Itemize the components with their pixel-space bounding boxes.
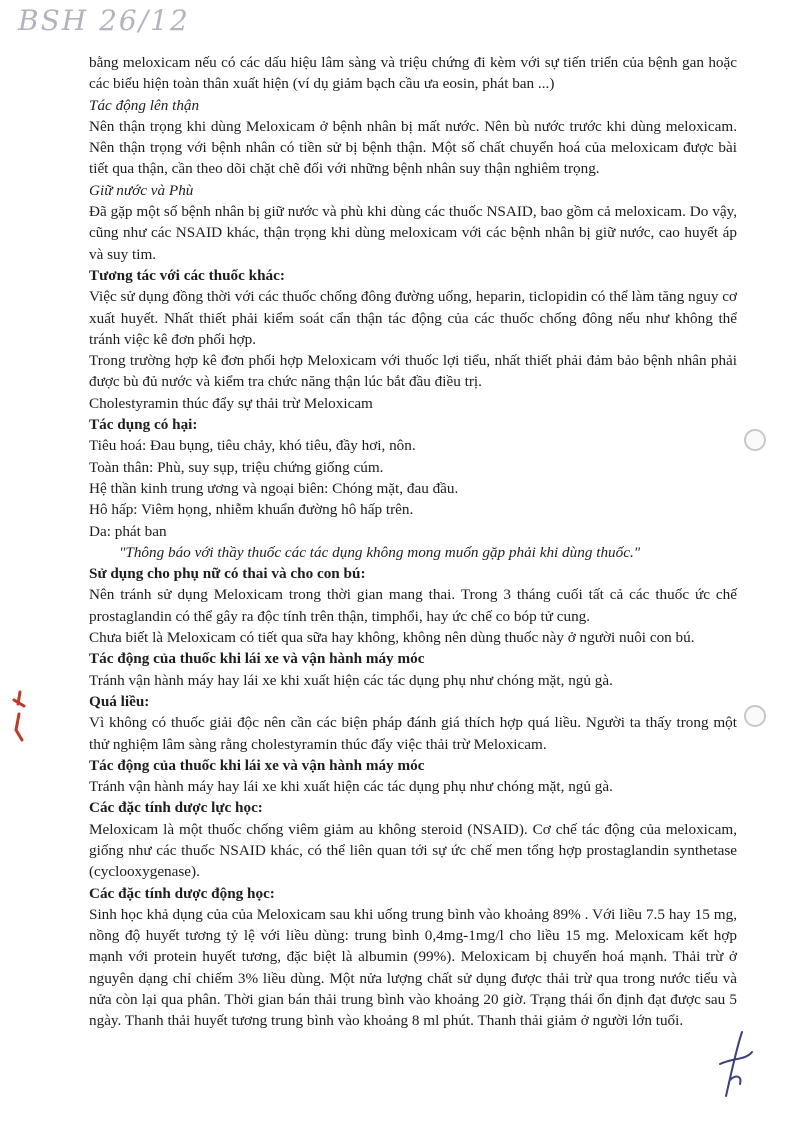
body-paragraph: Nên thận trọng khi dùng Meloxicam ở bệnh nhân bị mất nước. Nên bù nước trước khi dùng meloxicam. Nên thận trọng với bệnh nhân có tiền sử bị bệnh thận. Một số chất chuyển hoá của meloxicam được bài tiết qua thận, cần theo dõi chặt chẽ đối với những bệnh nhân suy thận nghiêm trọng.: [89, 117, 737, 178]
text-line: Cholestyramin thúc đẩy sự thải trừ Meloxicam: [89, 394, 373, 412]
text-line: Toàn thân: Phù, suy sụp, triệu chứng giống cúm.: [89, 458, 384, 476]
section-heading: Tác động của thuốc khi lái xe và vận hành máy móc: [89, 650, 425, 668]
subheading: Giữ nước và Phù: [89, 181, 194, 199]
body-paragraph: Nên tránh sử dụng Meloxicam trong thời gian mang thai. Trong 3 tháng cuối tất cả các thuốc ức chế prostaglandin có thể gây ra độc tính trên thận, timphổi, hay ức chế co bóp tử cung.: [89, 586, 737, 625]
document-body: [89, 52, 737, 1032]
section-heading: Các đặc tính dược lực học:: [89, 799, 263, 817]
text-line: Tránh vận hành máy hay lái xe khi xuất hiện các tác dụng phụ như chóng mặt, ngủ gà.: [89, 778, 613, 796]
section-heading: Tác dụng có hại:: [89, 416, 198, 434]
subheading: Tác động lên thận: [89, 96, 200, 114]
body-paragraph: Đã gặp một số bệnh nhân bị giữ nước và phù khi dùng các thuốc NSAID, bao gồm cả meloxicam. Do vậy, cũng như các NSAID khác, thận trọng khi dùng meloxicam với các bệnh nhân bị giữ nước, cao huyết áp và suy tim.: [89, 203, 737, 263]
red-ink-mark: [8, 690, 30, 750]
quote-note: "Thông báo với thầy thuốc các tác dụng không mong muốn gặp phải khi dùng thuốc.": [119, 543, 641, 561]
punch-hole-bottom: [744, 705, 766, 727]
section-heading: Tác động của thuốc khi lái xe và vận hành máy móc: [89, 756, 425, 774]
section-heading: Tương tác với các thuốc khác:: [89, 266, 285, 284]
body-paragraph: Trong trường hợp kê đơn phối hợp Meloxicam với thuốc lợi tiểu, nhất thiết phải đảm bảo bệnh nhân phải được bù đủ nước và kiểm tra chức năng thận lúc bắt đầu điều trị.: [89, 352, 737, 391]
body-paragraph: Vì không có thuốc giải độc nên cần các biện pháp đánh giá thích hợp quá liều. Người ta thấy trong một thử nghiệm lâm sàng rằng cholestyramin thúc đẩy việc thải trừ Meloxicam.: [89, 714, 737, 753]
body-paragraph: Chưa biết là Meloxicam có tiết qua sữa hay không, không nên dùng thuốc này ở người nuôi con bú.: [89, 629, 695, 647]
punch-hole-top: [744, 429, 766, 451]
text-line: Tiêu hoá: Đau bụng, tiêu chảy, khó tiêu, đầy hơi, nôn.: [89, 437, 416, 455]
handwritten-margin-note: BSH 26/12: [18, 4, 190, 37]
body-paragraph: bằng meloxicam nếu có các dấu hiệu lâm sàng và triệu chứng đi kèm với sự tiến triển của bệnh gan hoặc các biểu hiện toàn thân xuất hiện (ví dụ giảm bạch cầu ưa eosin, phát ban ...): [89, 54, 737, 93]
text-line: Hô hấp: Viêm họng, nhiễm khuẩn đường hô hấp trên.: [89, 501, 414, 519]
body-paragraph: Meloxicam là một thuốc chống viêm giảm au không steroid (NSAID). Cơ chế tác động của meloxicam, giống như các thuốc NSAID khác, có thể liên quan tới sự ức chế men tổng hợp prostaglandin synthetase (cyclooxygenase).: [89, 820, 737, 881]
text-line: Tránh vận hành máy hay lái xe khi xuất hiện các tác dụng phụ như chóng mặt, ngủ gà.: [89, 671, 613, 689]
body-paragraph: Sinh học khả dụng của của Meloxicam sau khi uống trung bình vào khoảng 89% . Với liều 7.5 hay 15 mg, nồng độ huyết tương tỷ lệ với liều dùng: trung bình 0,4mg-1mg/l cho liều 15 mg. Meloxicam kết hợp mạnh với protein huyết tương, đặc biệt là albumin (99%). Meloxicam bị chuyển hoá mạnh. Thải trừ ở nguyên dạng chỉ chiếm 3% liều dùng. Một nửa lượng chất sử dụng được thải trừ qua trong nước tiểu và nửa còn lại qua phân. Thời gian bán thải trung bình vào khoảng 20 giờ. Trạng thái ổn định đạt được sau 5 ngày. Thanh thải huyết tương trung bình vào khoảng 8 ml phút. Thanh thải giảm ở người lớn tuổi.: [89, 905, 737, 1030]
signature-mark: [712, 1030, 762, 1100]
text-line: Da: phát ban: [89, 522, 167, 540]
body-paragraph: Việc sử dụng đồng thời với các thuốc chống đông đường uống, heparin, ticlopidin có thể làm tăng nguy cơ xuất huyết. Nhất thiết phải kiểm soát cẩn thận tác động của các thuốc chống đông nếu như không thể tránh việc kê đơn phối hợp.: [89, 288, 737, 348]
text-line: Hệ thần kinh trung ương và ngoại biên: Chóng mặt, đau đầu.: [89, 479, 459, 497]
section-heading: Các đặc tính dược động học:: [89, 884, 275, 902]
section-heading: Sử dụng cho phụ nữ có thai và cho con bú:: [89, 565, 366, 583]
section-heading: Quá liều:: [89, 692, 150, 710]
